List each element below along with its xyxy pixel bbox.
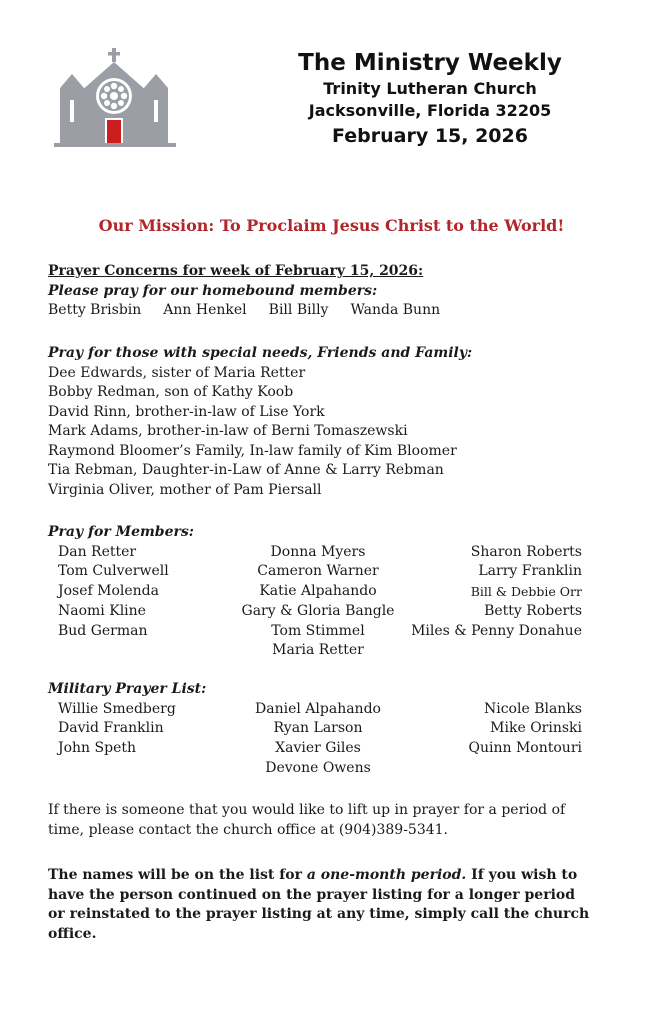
members-section	[48, 523, 618, 659]
list-item: Gary & Gloria Bangle	[241, 602, 395, 619]
list-item: Tom Stimmel	[271, 622, 365, 639]
mission-statement: Our Mission: To Proclaim Jesus Christ to the World!	[98, 216, 565, 235]
members-heading: Pray for Members:	[48, 524, 194, 540]
special-needs-heading: Pray for those with special needs, Friends and Family:	[48, 345, 473, 361]
prayer-concerns-section	[48, 262, 618, 321]
members-column-middle	[228, 543, 408, 662]
list-item: Donna Myers	[270, 543, 366, 560]
list-item: Miles & Penny Donahue	[411, 622, 582, 639]
list-item: Tia Rebman, Daughter-in-Law of Anne & Larry Rebman	[48, 462, 444, 478]
list-item: Naomi Kline	[58, 602, 146, 619]
military-heading: Military Prayer List:	[48, 681, 207, 697]
list-item: Daniel Alpahando	[255, 700, 381, 717]
list-item: Devone Owens	[265, 759, 371, 776]
list-item: Quinn Montouri	[468, 740, 582, 757]
duration-note-emphasis: a one-month period.	[306, 867, 467, 883]
duration-note-part2: If you wish to have the person continued on the prayer listing for a longer period or reinstated to the prayer listing at any time, simply call the church office.	[48, 867, 590, 942]
homebound-heading: Please pray for our homebound members:	[48, 282, 378, 299]
military-column-middle	[228, 700, 408, 779]
list-item: Dee Edwards, sister of Maria Retter	[48, 364, 306, 381]
military-column-left	[58, 700, 176, 759]
list-item: David Franklin	[58, 720, 164, 737]
list-item: Betty Roberts	[484, 602, 582, 619]
list-item: Bud German	[58, 622, 148, 639]
list-item: Wanda Bunn	[350, 302, 441, 318]
church-name: Trinity Lutheran Church	[323, 79, 537, 98]
masthead	[230, 48, 630, 150]
church-logo	[50, 48, 180, 148]
military-column-right	[408, 700, 582, 759]
members-column-right	[408, 543, 582, 642]
church-location: Jacksonville, Florida 32205	[308, 101, 552, 120]
list-item: Ann Henkel	[163, 302, 247, 318]
contact-note	[48, 801, 588, 840]
list-item: Katie Alpahando	[259, 583, 377, 600]
special-needs-section	[48, 344, 618, 500]
list-item: Willie Smedberg	[58, 700, 176, 717]
list-item: Tom Culverwell	[58, 563, 169, 580]
list-item: David Rinn, brother-in-law of Lise York	[48, 403, 325, 420]
list-item: Cameron Warner	[257, 563, 379, 580]
list-item: Josef Molenda	[58, 583, 159, 600]
list-item: Larry Franklin	[478, 563, 582, 580]
duration-note-text	[48, 866, 593, 944]
contact-note-text: If there is someone that you would like to lift up in prayer for a period of time, please contact the church office at (904)389-5341.	[48, 802, 566, 838]
list-item: Nicole Blanks	[483, 700, 582, 717]
list-item: Bill & Debbie Orr	[470, 584, 582, 600]
list-item: Bill Billy	[268, 302, 329, 318]
prayer-concerns-heading: Prayer Concerns for week of February 15, 2026:	[48, 263, 424, 279]
list-item: Betty Brisbin	[48, 302, 142, 318]
list-item: Maria Retter	[272, 642, 364, 659]
list-item: Dan Retter	[58, 543, 137, 560]
church-icon	[50, 48, 180, 148]
military-section	[48, 680, 618, 776]
list-item: Ryan Larson	[273, 720, 363, 737]
list-item: Virginia Oliver, mother of Pam Piersall	[48, 481, 322, 498]
homebound-list	[48, 301, 618, 321]
list-item: John Speth	[58, 740, 137, 757]
duration-note-part1: The names will be on the list for	[48, 867, 307, 883]
list-item: Mark Adams, brother-in-law of Berni Tomaszewski	[48, 423, 408, 439]
list-item: Mike Orinski	[490, 720, 582, 737]
newsletter-title: The Ministry Weekly	[298, 50, 562, 76]
list-item: Raymond Bloomer’s Family, In-law family of Kim Bloomer	[48, 442, 457, 459]
issue-date: February 15, 2026	[332, 125, 528, 147]
list-item: Sharon Roberts	[470, 543, 582, 560]
list-item: Bobby Redman, son of Kathy Koob	[48, 384, 294, 400]
duration-note	[48, 866, 593, 944]
list-item: Xavier Giles	[275, 740, 361, 757]
members-column-left	[58, 543, 169, 642]
